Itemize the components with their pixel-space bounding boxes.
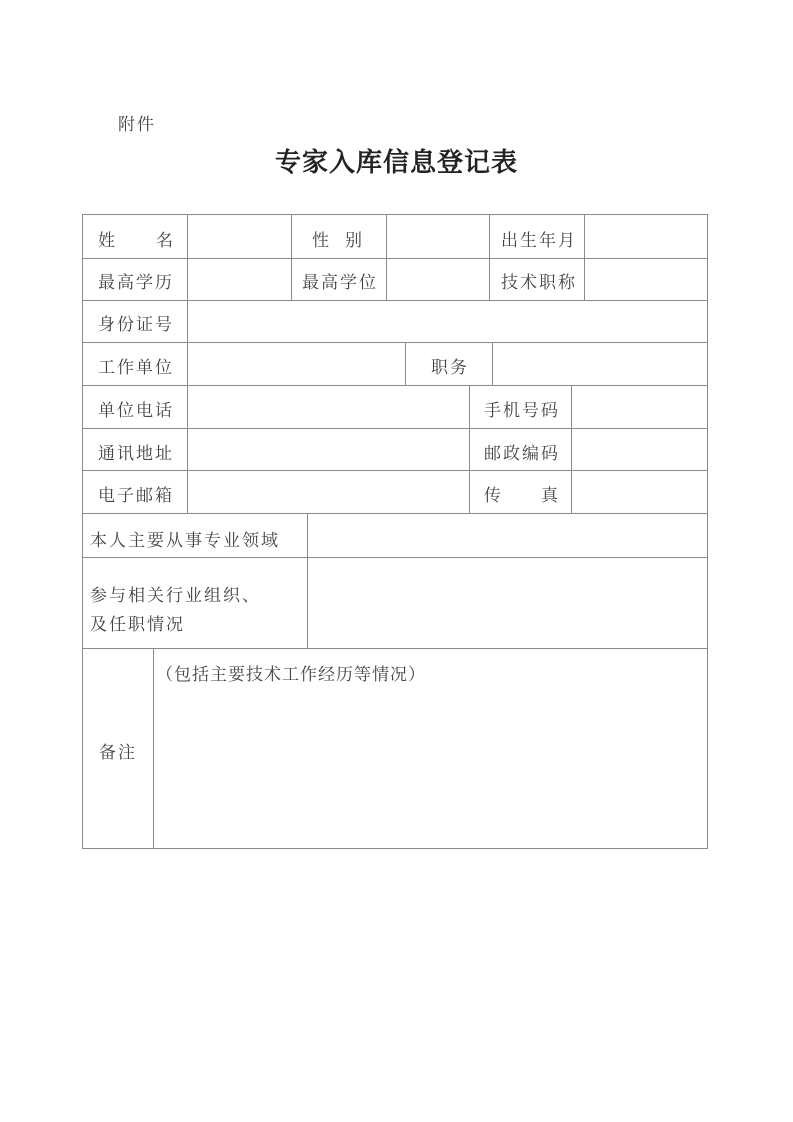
table-border-left: [82, 214, 83, 849]
education-field[interactable]: [188, 259, 291, 300]
table-border-bottom: [82, 848, 708, 849]
column-divider: [489, 214, 490, 300]
industry-org-field[interactable]: [308, 558, 707, 648]
gender-label-char: 性: [312, 231, 331, 251]
work-phone-field[interactable]: [188, 386, 469, 428]
column-divider: [405, 342, 406, 385]
email-field[interactable]: [188, 471, 469, 513]
remarks-hint: （包括主要技术工作经历等情况）: [156, 665, 426, 685]
birth-label: 出生年月: [501, 231, 577, 251]
title-label: 技术职称: [501, 273, 577, 293]
position-label: 职务: [431, 358, 469, 378]
remarks-field[interactable]: [154, 684, 707, 848]
mobile-field[interactable]: [572, 386, 707, 428]
birth-field[interactable]: [585, 215, 707, 258]
industry-org-label-line2: 及任职情况: [90, 615, 185, 635]
fax-field[interactable]: [572, 471, 707, 513]
name-field[interactable]: [188, 215, 291, 258]
address-field[interactable]: [188, 429, 469, 470]
row-divider: [82, 648, 708, 649]
work-phone-label: 单位电话: [98, 401, 174, 421]
name-label-char: 名: [156, 231, 175, 251]
industry-org-label-line1: 参与相关行业组织、: [90, 586, 261, 606]
gender-field[interactable]: [387, 215, 489, 258]
degree-field[interactable]: [387, 259, 489, 300]
postcode-field[interactable]: [572, 429, 707, 470]
position-field[interactable]: [493, 343, 707, 385]
degree-label: 最高学位: [302, 273, 378, 293]
employer-label: 工作单位: [98, 358, 174, 378]
professional-field-input[interactable]: [308, 514, 707, 557]
fax-label-char: 真: [541, 486, 560, 506]
column-divider: [469, 385, 470, 513]
table-border-right: [707, 214, 708, 849]
mobile-label: 手机号码: [484, 401, 560, 421]
name-label-char: 姓: [98, 231, 117, 251]
column-divider: [291, 214, 292, 300]
professional-field-label: 本人主要从事专业领域: [90, 531, 280, 551]
postcode-label: 邮政编码: [484, 444, 560, 464]
fax-label-char: 传: [484, 486, 503, 506]
title-field[interactable]: [585, 259, 707, 300]
registration-form: [82, 214, 708, 849]
attachment-label: 附件: [118, 115, 156, 135]
employer-field[interactable]: [188, 343, 405, 385]
email-label: 电子邮箱: [98, 486, 174, 506]
remarks-label: 备注: [99, 743, 137, 763]
gender-label-char: 别: [345, 231, 364, 251]
education-label: 最高学历: [98, 273, 174, 293]
address-label: 通讯地址: [98, 444, 174, 464]
id-number-label: 身份证号: [98, 315, 174, 335]
page-title: 专家入库信息登记表: [274, 148, 518, 178]
id-number-field[interactable]: [188, 301, 707, 342]
